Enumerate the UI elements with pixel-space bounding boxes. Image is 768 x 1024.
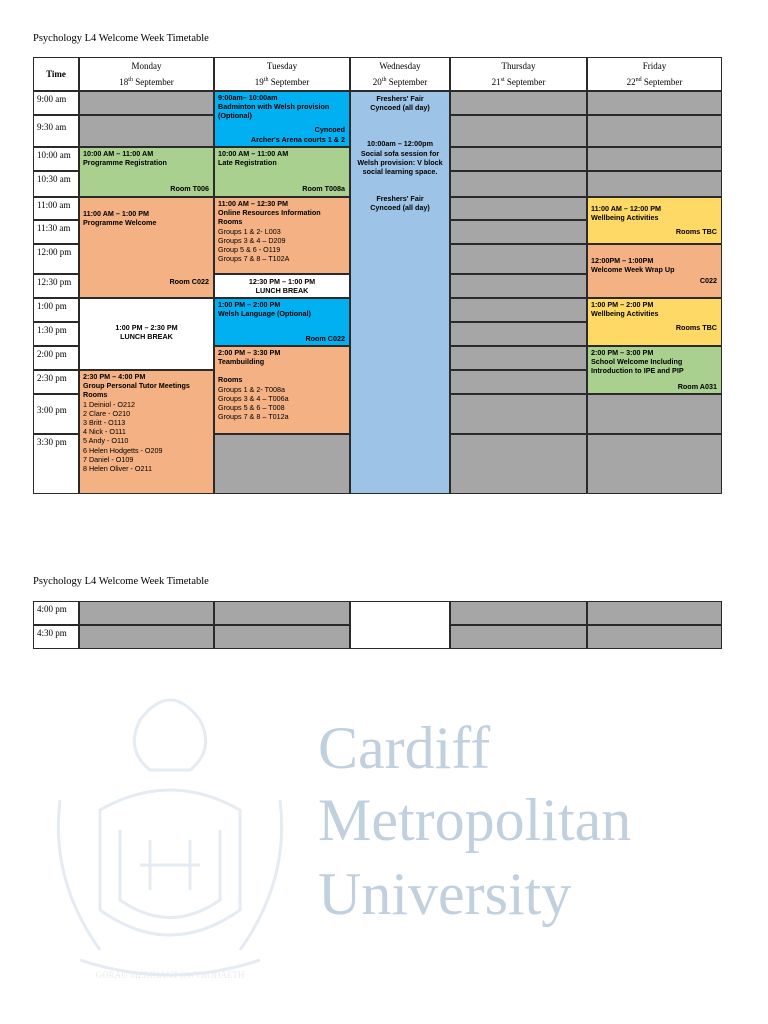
time-slot: 12:00 pm	[33, 244, 79, 274]
watermark-cardiff: Cardiff	[318, 715, 491, 781]
event-programme-welcome[interactable]: 11:00 AM – 1:00 PM Programme Welcome Room C022	[79, 197, 214, 298]
empty-slot	[214, 434, 350, 494]
header-time: Time	[33, 57, 79, 91]
empty-slot	[587, 434, 722, 494]
empty-slot	[450, 370, 587, 394]
time-slot: 2:30 pm	[33, 370, 79, 394]
header-friday: Friday 22nd September	[587, 57, 722, 91]
watermark-metropolitan: Metropolitan	[318, 787, 632, 853]
time-slot: 3:00 pm	[33, 394, 79, 434]
event-tuesday-lunch[interactable]: 12:30 PM – 1:00 PM LUNCH BREAK	[214, 274, 350, 298]
watermark-university: University	[318, 861, 572, 927]
event-personal-tutor-meetings[interactable]: 2:30 PM – 4:00 PM Group Personal Tutor Meetings Rooms 1 Deiniol - O212 2 Clare - O210 3 Britt - O113 4 Nick - O111 5 Andy - O110 6 Helen Hodgetts - O209 7 Daniel - O109 8 Helen Oliver - O211	[79, 370, 214, 494]
event-welcome-week-wrap-up[interactable]: 12:00PM – 1:00PM Welcome Week Wrap Up C022	[587, 244, 722, 298]
time-slot: 11:30 am	[33, 220, 79, 244]
event-school-welcome[interactable]: 2:00 PM – 3:00 PM School Welcome Including Introduction to IPE and PIP Room A031	[587, 346, 722, 394]
header-monday: Monday 18th September	[79, 57, 214, 91]
time-slot: 4:00 pm	[33, 601, 79, 625]
event-late-registration[interactable]: 10:00 AM – 11:00 AM Late Registration Room T008a	[214, 147, 350, 197]
event-monday-lunch[interactable]: 1:00 PM – 2:30 PM LUNCH BREAK	[79, 298, 214, 370]
event-badminton[interactable]: 9:00am– 10:00am Badminton with Welsh provision (Optional) Cyncoed Archer's Arena courts 1 & 2	[214, 91, 350, 147]
empty-slot	[450, 394, 587, 434]
time-slot: 1:30 pm	[33, 322, 79, 346]
page-title-continued: Psychology L4 Welcome Week Timetable	[33, 576, 209, 587]
time-slot: 12:30 pm	[33, 274, 79, 298]
empty-slot	[79, 91, 214, 115]
page-title: Psychology L4 Welcome Week Timetable	[33, 33, 209, 44]
time-slot: 10:00 am	[33, 147, 79, 171]
empty-slot	[450, 91, 587, 115]
empty-slot	[450, 115, 587, 147]
empty-slot	[587, 91, 722, 115]
empty-slot	[450, 197, 587, 220]
header-tuesday: Tuesday 19th September	[214, 57, 350, 91]
time-slot: 2:00 pm	[33, 346, 79, 370]
event-teambuilding[interactable]: 2:00 PM – 3:30 PM Teambuilding Rooms Groups 1 & 2- T008a Groups 3 & 4 – T006a Groups 5 & 6 – T008 Groups 7 & 8 – T012a	[214, 346, 350, 434]
empty-slot	[79, 115, 214, 147]
svg-text:GORAU MEDDIANT GWYBODAETH: GORAU MEDDIANT GWYBODAETH	[95, 970, 245, 980]
event-wednesday-freshers[interactable]: Freshers' Fair Cyncoed (all day) 10:00am – 12:00pm Social sofa session for Welsh provision: V block social learning space. Freshers' Fair Cyncoed (all day)	[350, 91, 450, 494]
empty-slot	[587, 115, 722, 147]
empty-slot	[450, 434, 587, 494]
empty-slot	[450, 298, 587, 322]
time-slot: 9:30 am	[33, 115, 79, 147]
empty-slot	[450, 346, 587, 370]
empty-slot	[450, 220, 587, 244]
empty-slot	[450, 171, 587, 197]
time-slot: 9:00 am	[33, 91, 79, 115]
empty-slot	[450, 244, 587, 274]
time-slot: 1:00 pm	[33, 298, 79, 322]
event-wellbeing-activities-am[interactable]: 11:00 AM – 12:00 PM Wellbeing Activities Rooms TBC	[587, 197, 722, 244]
event-programme-registration[interactable]: 10:00 AM – 11:00 AM Programme Registration Room T006	[79, 147, 214, 197]
time-slot: 3:30 pm	[33, 434, 79, 494]
empty-slot	[450, 147, 587, 171]
event-welsh-language[interactable]: 1:00 PM – 2:00 PM Welsh Language (Optional) Room C022	[214, 298, 350, 346]
time-slot: 4:30 pm	[33, 625, 79, 649]
time-slot: 10:30 am	[33, 171, 79, 197]
event-online-resources[interactable]: 11:00 AM – 12:30 PM Online Resources Information Rooms Groups 1 & 2- L003 Groups 3 & 4 – D209 Group 5 & 6 - O119 Groups 7 & 8 – T102A	[214, 197, 350, 274]
empty-slot	[450, 322, 587, 346]
empty-slot	[587, 394, 722, 434]
time-slot: 11:00 am	[33, 197, 79, 220]
header-thursday: Thursday 21st September	[450, 57, 587, 91]
header-wednesday: Wednesday 20th September	[350, 57, 450, 91]
empty-slot	[450, 274, 587, 298]
event-wellbeing-activities-pm[interactable]: 1:00 PM – 2:00 PM Wellbeing Activities Rooms TBC	[587, 298, 722, 346]
empty-slot	[587, 171, 722, 197]
empty-slot	[587, 147, 722, 171]
